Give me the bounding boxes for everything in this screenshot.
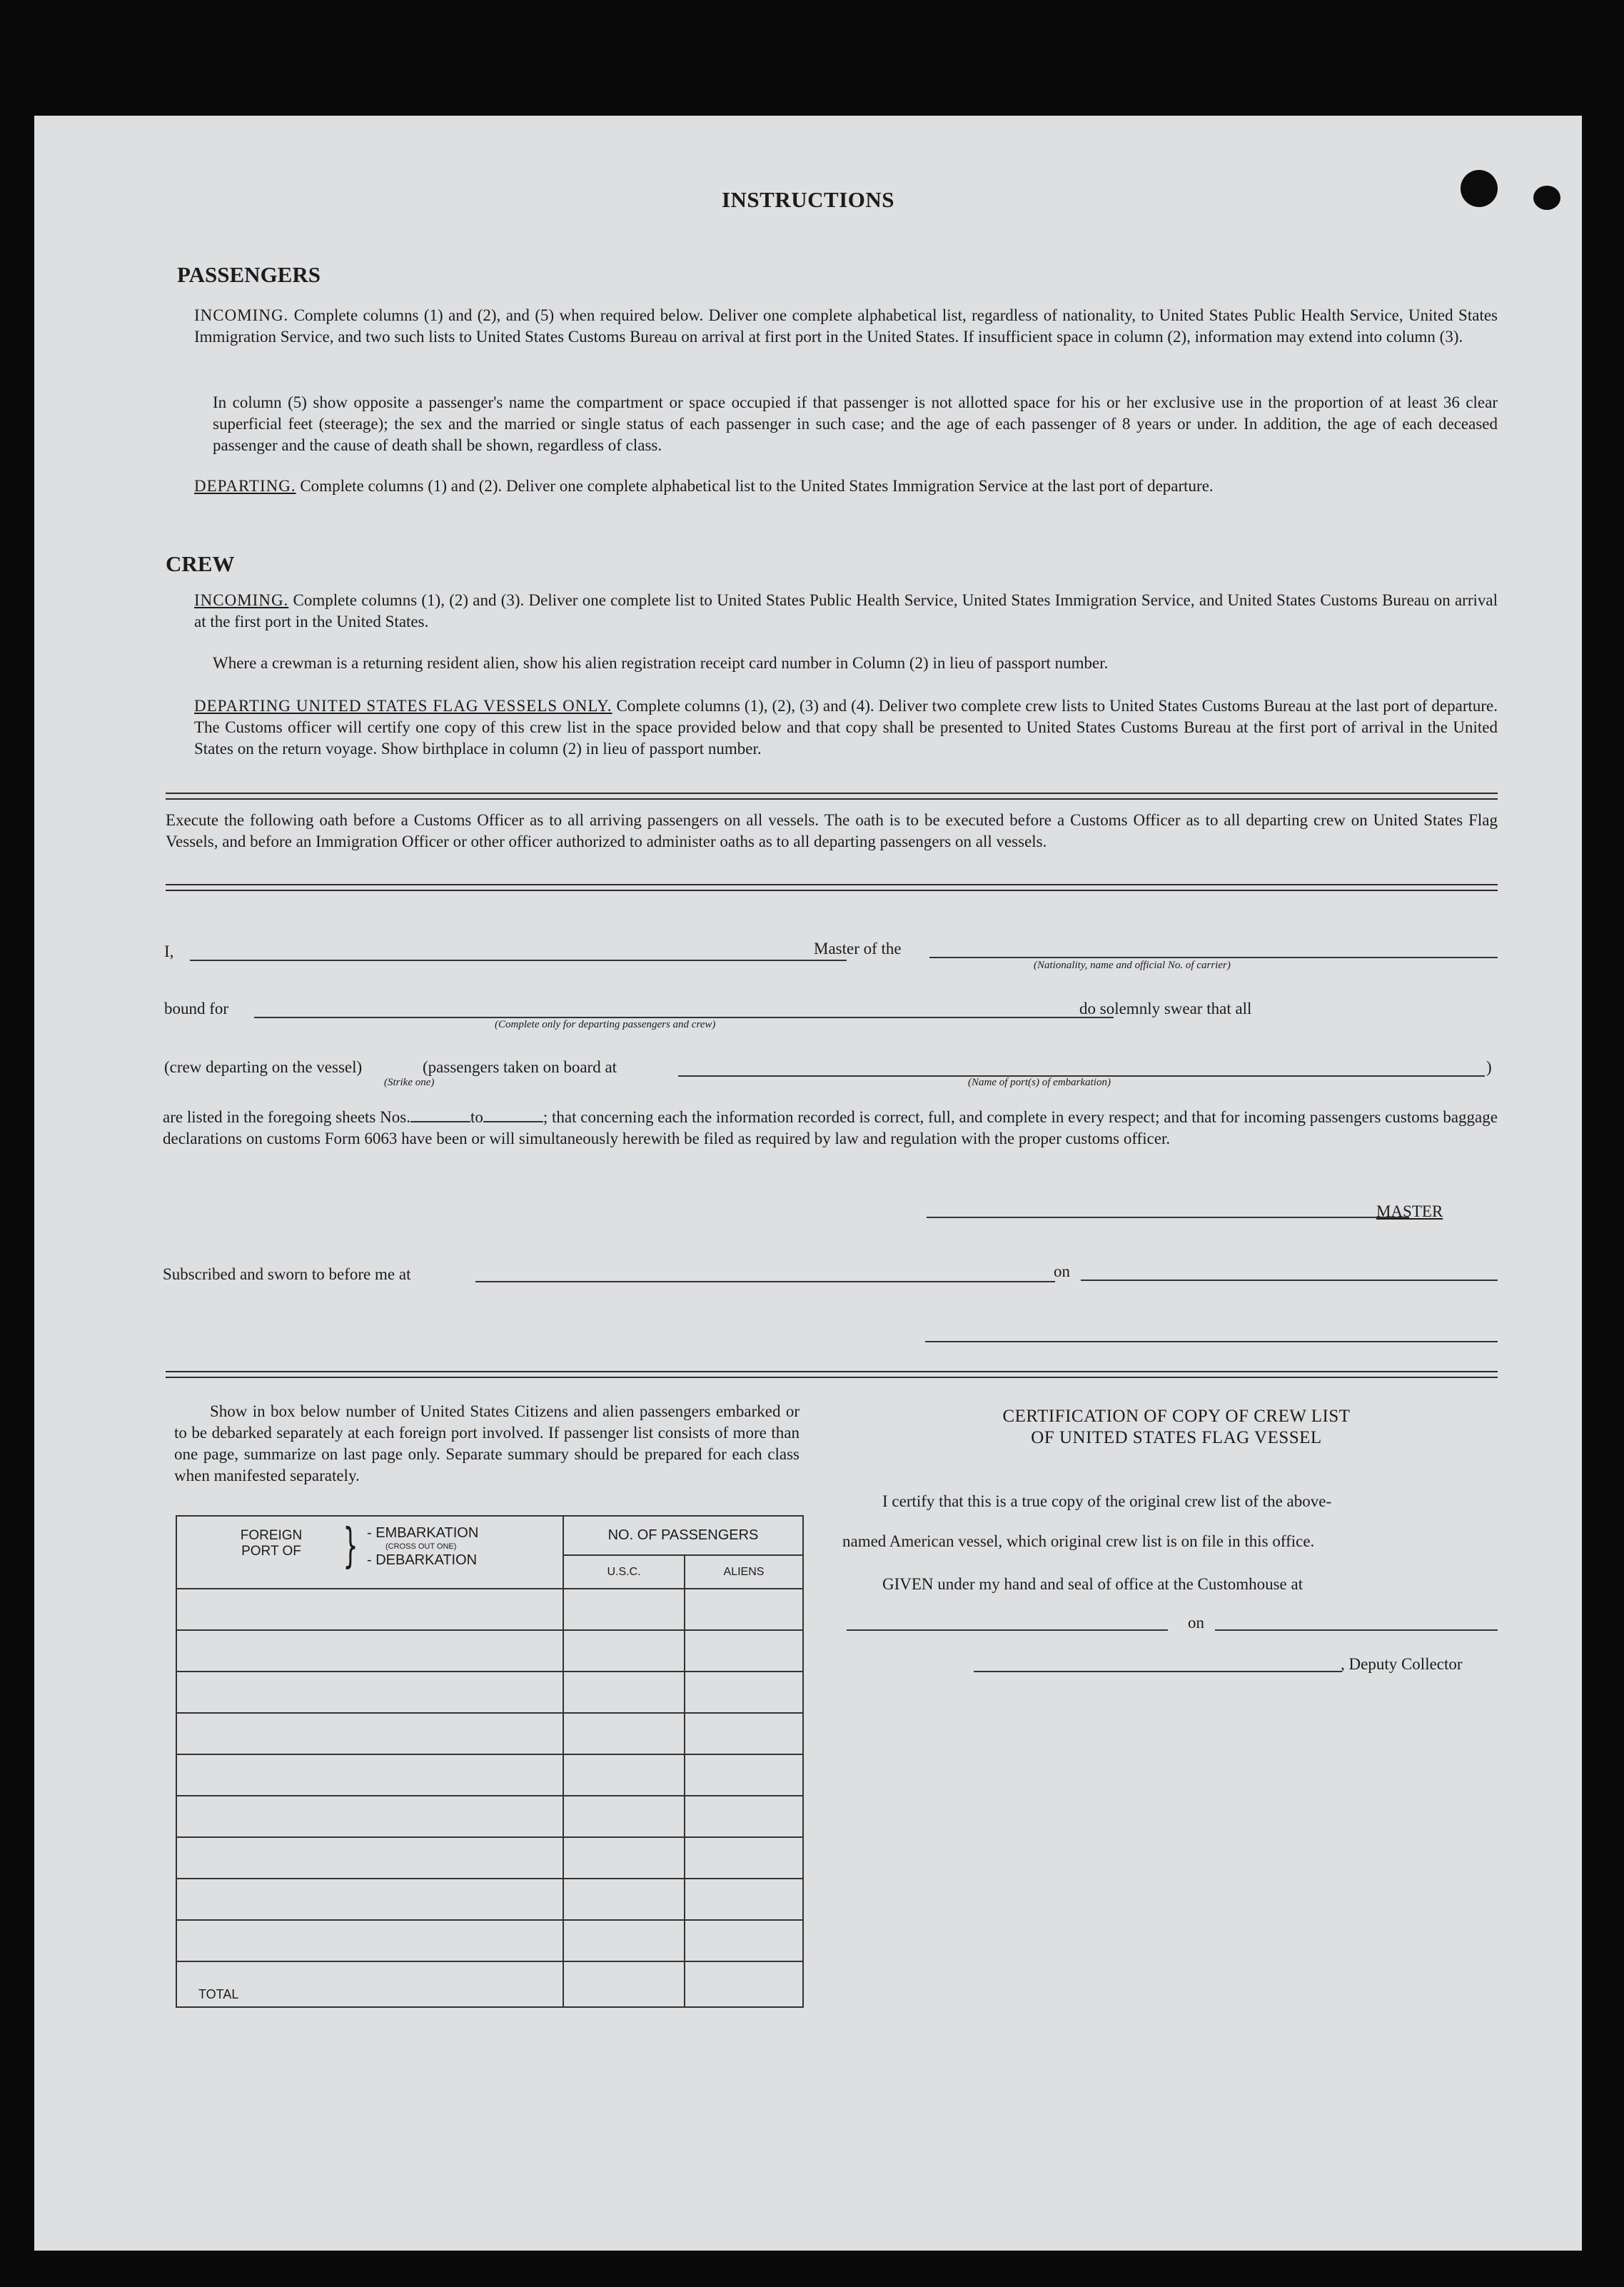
table-row (176, 1796, 803, 1837)
aliens-total-cell[interactable] (685, 1961, 803, 2007)
total-row (176, 1961, 803, 2007)
nationality-caption: (Nationality, name and official No. of carrier) (1034, 960, 1231, 971)
table-row (176, 1672, 803, 1713)
double-rule (166, 1371, 1498, 1378)
brace: } (343, 1518, 358, 1573)
listed-prefix: are listed in the foregoing sheets Nos. (163, 1108, 410, 1126)
bound-for-field[interactable] (254, 1017, 1114, 1018)
cross-out-label: (CROSS OUT ONE) (385, 1542, 457, 1551)
port-cell[interactable] (176, 1879, 563, 1920)
passenger-summary-table (176, 1515, 804, 2008)
aliens-cell[interactable] (685, 1754, 803, 1796)
table-row (176, 1589, 803, 1630)
usc-cell[interactable] (563, 1589, 685, 1630)
sheet-from-field[interactable] (410, 1108, 470, 1122)
passengers-heading: PASSENGERS (177, 262, 321, 287)
foreign-port-of-label: FOREIGN PORT OF (240, 1528, 303, 1559)
foreign-port-header (176, 1516, 563, 1589)
page-title: INSTRUCTIONS (721, 187, 894, 212)
port-cell[interactable] (176, 1589, 563, 1630)
aliens-cell[interactable] (685, 1713, 803, 1754)
sworn-place-field[interactable] (475, 1281, 1055, 1282)
passengers-departing-instruction (194, 476, 1498, 497)
oath-listed-text (163, 1107, 1498, 1150)
strike-one-caption: (Strike one) (384, 1077, 435, 1088)
oath-instruction: Execute the following oath before a Customs Officer as to all arriving passengers on all vessels. The oath is to be executed before a Customs Officer as to all departing crew on United States Flag Vessels, and before an Immigration Officer or other officer authorized to administer oaths as to all departing passengers on all vessels. (166, 811, 1498, 850)
master-name-field[interactable] (190, 960, 847, 961)
usc-cell[interactable] (563, 1672, 685, 1713)
sworn-date-field[interactable] (1081, 1280, 1498, 1281)
certification-title-1: CERTIFICATION OF COPY OF CREW LIST (1002, 1407, 1351, 1426)
aliens-cell[interactable] (685, 1796, 803, 1837)
port-cell[interactable] (176, 1630, 563, 1672)
port-caption: (Name of port(s) of embarkation) (968, 1077, 1111, 1088)
port-cell[interactable] (176, 1754, 563, 1796)
double-rule (166, 793, 1498, 800)
form-page (34, 116, 1582, 2251)
master-label: MASTER (1376, 1202, 1443, 1220)
port-cell[interactable] (176, 1920, 563, 1961)
passengers-departing-label: DEPARTING. (194, 477, 296, 495)
table-row (176, 1754, 803, 1796)
table-row (176, 1920, 803, 1961)
double-rule (166, 884, 1498, 891)
aliens-cell[interactable] (685, 1837, 803, 1879)
ink-blot (1533, 186, 1560, 210)
aliens-cell[interactable] (685, 1589, 803, 1630)
sworn-on-label: on (1054, 1262, 1070, 1280)
oath-i-label: I, (164, 943, 174, 960)
passengers-incoming-text: Complete columns (1) and (2), and (5) when required below. Deliver one complete alphabetical list, regardless of nationality, to United States Public Health Service, United States Immigration Service, and two such lists to United States Customs Bureau on arrival at first port in the United States. If insufficient space in column (2), information may extend into column (3). (194, 306, 1498, 346)
crew-resident-instruction: Where a crewman is a returning resident alien, show his alien registration receipt card number in Column (2) in lieu of passport number. (213, 654, 1109, 672)
port-cell[interactable] (176, 1672, 563, 1713)
aliens-cell[interactable] (685, 1630, 803, 1672)
master-of-label: Master of the (814, 940, 902, 957)
carrier-field[interactable] (929, 957, 1498, 958)
crew-incoming-label: INCOMING. (194, 591, 289, 609)
usc-cell[interactable] (563, 1754, 685, 1796)
embarkation-label: - EMBARKATION (367, 1525, 479, 1541)
debarkation-label: - DEBARKATION (367, 1552, 478, 1568)
table-row (176, 1713, 803, 1754)
certification-date-field[interactable] (1215, 1629, 1498, 1631)
aliens-cell[interactable] (685, 1672, 803, 1713)
passengers-departing-text: Complete columns (1) and (2). Deliver one complete alphabetical list to the United States Immigration Service at the last port of departure. (296, 477, 1214, 495)
certification-text-2: named American vessel, which original crew list is on file in this office. (842, 1532, 1315, 1550)
crew-departing-option: (crew departing on the vessel) (164, 1058, 363, 1076)
passengers-incoming-instruction (194, 305, 1498, 348)
certification-title-2: OF UNITED STATES FLAG VESSEL (1031, 1428, 1322, 1447)
crew-departing-text: Complete columns (1), (2), (3) and (4). Deliver two complete crew lists to United States Customs Bureau at the last port of departure. The Customs officer will certify one copy of this crew list in the space provided below and that copy shall be presented to United States Customs Bureau at the first port of arrival in the United States on the return voyage. Show birthplace in column (2) in lieu of passport number. (194, 697, 1498, 758)
certification-given: GIVEN under my hand and seal of office at the Customhouse at (882, 1575, 1303, 1593)
sheet-to-field[interactable] (483, 1108, 543, 1122)
passengers-incoming-label: INCOMING. (194, 306, 289, 324)
crew-incoming-instruction (194, 590, 1498, 633)
usc-cell[interactable] (563, 1630, 685, 1672)
aliens-cell[interactable] (685, 1920, 803, 1961)
port-cell[interactable] (176, 1713, 563, 1754)
listed-to: to (470, 1108, 483, 1126)
usc-cell[interactable] (563, 1879, 685, 1920)
close-paren: ) (1486, 1058, 1492, 1076)
usc-total-cell[interactable] (563, 1961, 685, 2007)
crew-departing-label: DEPARTING UNITED STATES FLAG VESSELS ONLY. (194, 697, 612, 715)
aliens-header: ALIENS (685, 1555, 803, 1589)
summary-instruction: Show in box below number of United States Citizens and alien passengers embarked or to be debarked separately at each foreign port involved. If passenger list consists of more than one page, summarize on last page only. Separate summary should be prepared for each class when manifested separately. (174, 1402, 800, 1484)
crew-departing-instruction (194, 695, 1498, 760)
ink-blot (1461, 170, 1498, 207)
deputy-collector-label: , Deputy Collector (1341, 1655, 1463, 1673)
usc-header: U.S.C. (563, 1555, 685, 1589)
officer-signature-field[interactable] (925, 1341, 1498, 1342)
table-row (176, 1630, 803, 1672)
certification-text-1: I certify that this is a true copy of the original crew list of the above- (882, 1492, 1332, 1510)
subscribed-label: Subscribed and sworn to before me at (163, 1265, 411, 1283)
passengers-taken-option: (passengers taken on board at (423, 1058, 617, 1076)
table-row (176, 1879, 803, 1920)
deputy-signature-field[interactable] (974, 1671, 1342, 1672)
certification-on-label: on (1188, 1614, 1204, 1632)
port-cell[interactable] (176, 1837, 563, 1879)
swear-text: do solemnly swear that all (1079, 1000, 1252, 1017)
total-label: TOTAL (176, 1961, 563, 2007)
port-cell[interactable] (176, 1796, 563, 1837)
usc-cell[interactable] (563, 1837, 685, 1879)
crew-heading: CREW (166, 551, 235, 576)
master-signature-field[interactable] (927, 1217, 1409, 1218)
usc-cell[interactable] (563, 1920, 685, 1961)
listed-suffix: ; that concerning each the information recorded is correct, full, and complete in every respect; and that for incoming passengers customs baggage declarations on customs Form 6063 have been or will simultaneously herewith be filed as required by law and regulation with the proper customs officer. (163, 1108, 1498, 1147)
crew-incoming-text: Complete columns (1), (2) and (3). Deliver one complete list to United States Public Health Service, United States Immigration Service, and United States Customs Bureau on arrival at the first port in the United States. (194, 591, 1498, 630)
passengers-column5-instruction: In column (5) show opposite a passenger's name the compartment or space occupied if that passenger is not allotted space for his or her exclusive use in the proportion of at least 36 clear superficial feet (steerage); the sex and the married or single status of each passenger in such case; and the age of each passenger of 8 years or under. In addition, the age of each deceased passenger and the cause of death shall be shown, regardless of class. (213, 393, 1498, 454)
usc-cell[interactable] (563, 1796, 685, 1837)
aliens-cell[interactable] (685, 1879, 803, 1920)
usc-cell[interactable] (563, 1713, 685, 1754)
complete-only-caption: (Complete only for departing passengers and crew) (495, 1019, 716, 1030)
bound-for-label: bound for (164, 1000, 229, 1017)
table-row (176, 1837, 803, 1879)
no-of-passengers-header: NO. OF PASSENGERS (563, 1516, 803, 1555)
customhouse-field[interactable] (847, 1629, 1168, 1631)
